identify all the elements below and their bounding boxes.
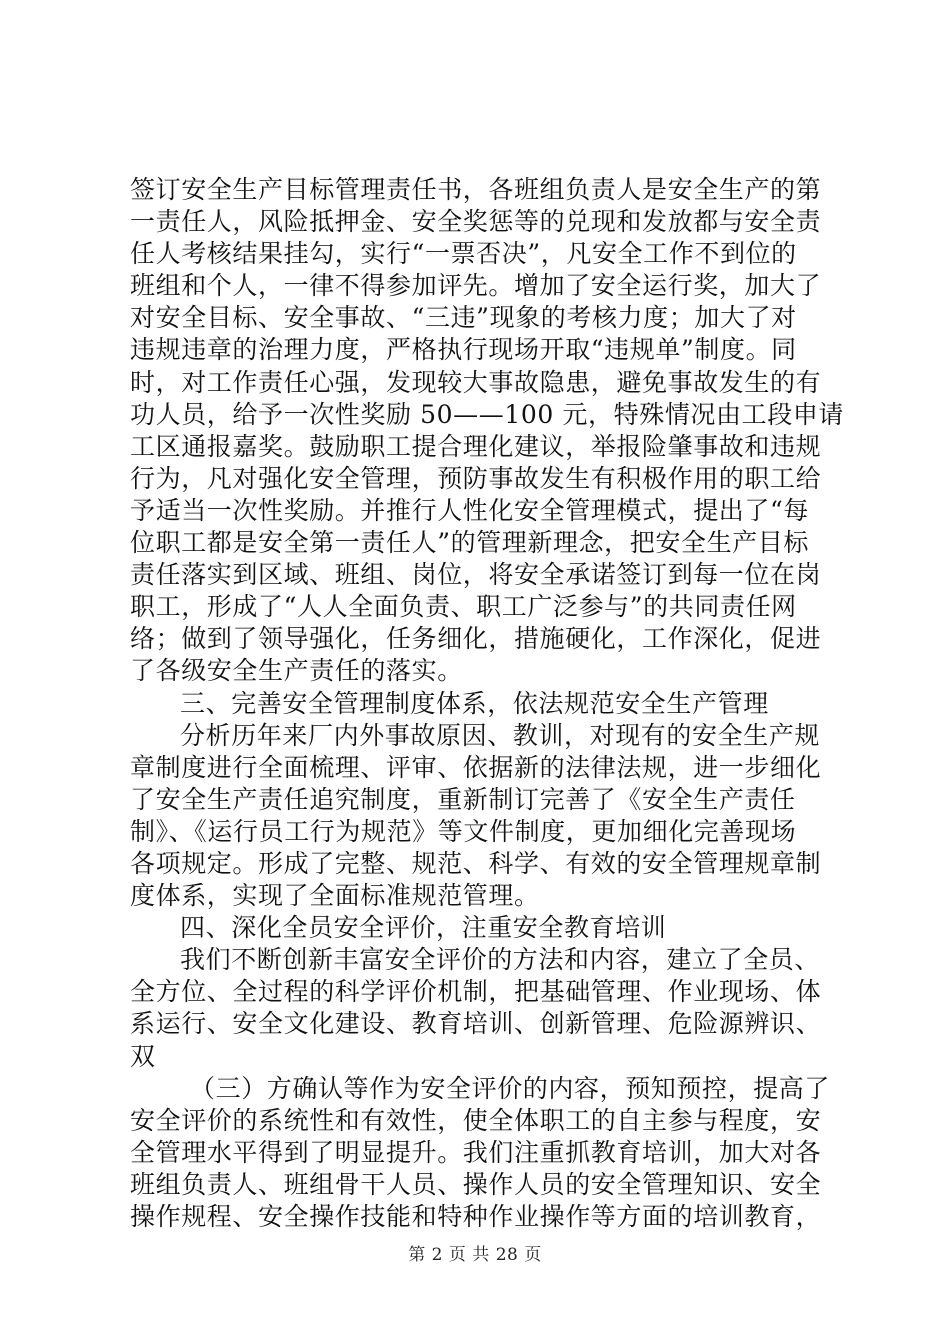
text-line: 了各级安全生产责任的落实。 bbox=[130, 656, 463, 686]
text-line: 予适当一次性奖励。并推行人性化安全管理模式，提出了“每 bbox=[130, 495, 809, 525]
text-line: 时，对工作责任心强，发现较大事故隐患，避免事故发生的有 bbox=[130, 367, 822, 397]
text-line: 签订安全生产目标管理责任书，各班组负责人是安全生产的第 bbox=[130, 175, 822, 204]
text-line: 行为，凡对强化安全管理，预防事故发生有积极作用的职工给 bbox=[130, 463, 822, 493]
text-line: 安全评价的系统性和有效性，使全体职工的自主参与程度，安 bbox=[130, 1105, 822, 1135]
text-line: 位职工都是安全第一责任人”的管理新理念，把安全生产目标 bbox=[130, 528, 809, 558]
text-line: 全管理水平得到了明显提升。我们注重抓教育培训，加大对各 bbox=[130, 1137, 822, 1167]
text-line: 工区通报嘉奖。鼓励职工提合理化建议，举报险肇事故和违规 bbox=[130, 431, 822, 461]
text-line: 了安全生产责任追究制度，重新制订完善了《安全生产责任 bbox=[130, 784, 796, 814]
text-line: 班组负责人、班组骨干人员、操作人员的安全管理知识、安全 bbox=[130, 1169, 822, 1199]
text-line: 系运行、安全文化建设、教育培训、创新管理、危险源辨识、 bbox=[130, 1009, 822, 1039]
text-line: 职工，形成了“人人全面负责、职工广泛参与”的共同责任网 bbox=[130, 592, 797, 622]
text-line: 分析历年来厂内外事故原因、教训，对现有的安全生产规 bbox=[180, 720, 821, 750]
text-line: 一责任人，风险抵押金、安全奖惩等的兑现和发放都与安全责 bbox=[130, 207, 822, 237]
document-body bbox=[130, 174, 845, 1233]
text-line: 度体系，实现了全面标准规范管理。 bbox=[130, 881, 540, 911]
text-line: 班组和个人，一律不得参加评先。增加了安全运行奖，加大了 bbox=[130, 271, 822, 301]
text-line: 各项规定。形成了完整、规范、科学、有效的安全管理规章制 bbox=[130, 848, 822, 878]
text-line: 双 bbox=[130, 1041, 156, 1071]
text-line: 章制度进行全面梳理、评审、依据新的法律法规，进一步细化 bbox=[130, 752, 822, 782]
text-line: 责任落实到区域、班组、岗位，将安全承诺签订到每一位在岗 bbox=[130, 560, 822, 590]
text-line: 任人考核结果挂勾，实行“一票否决”，凡安全工作不到位的 bbox=[130, 239, 797, 269]
text-line: 络；做到了领导强化，任务细化，措施硬化，工作深化，促进 bbox=[130, 624, 822, 654]
text-line: 我们不断创新丰富安全评价的方法和内容，建立了全员、 bbox=[180, 945, 821, 975]
text-line: 违规违章的治理力度，严格执行现场开取“违规单”制度。同 bbox=[130, 335, 797, 365]
text-line: 对安全目标、安全事故、“三违”现象的考核力度；加大了对 bbox=[130, 303, 797, 333]
text-line: 制》、《运行员工行为规范》等文件制度，更加细化完善现场 bbox=[130, 816, 797, 846]
page-number-footer: 第 2 页 共 28 页 bbox=[408, 1245, 542, 1265]
text-line: 操作规程、安全操作技能和特种作业操作等方面的培训教育， bbox=[130, 1202, 822, 1231]
section-heading: 四、深化全员安全评价，注重安全教育培训 bbox=[180, 913, 667, 943]
section-heading: 三、完善安全管理制度体系，依法规范安全生产管理 bbox=[180, 688, 769, 718]
text-line: 功人员，给予一次性奖励 50——100 元，特殊情况由工段申请 bbox=[130, 399, 845, 429]
text-line: （三）方确认等作为安全评价的内容，预知预控，提高了 bbox=[190, 1073, 831, 1103]
text-line: 全方位、全过程的科学评价机制，把基础管理、作业现场、体 bbox=[130, 977, 822, 1007]
